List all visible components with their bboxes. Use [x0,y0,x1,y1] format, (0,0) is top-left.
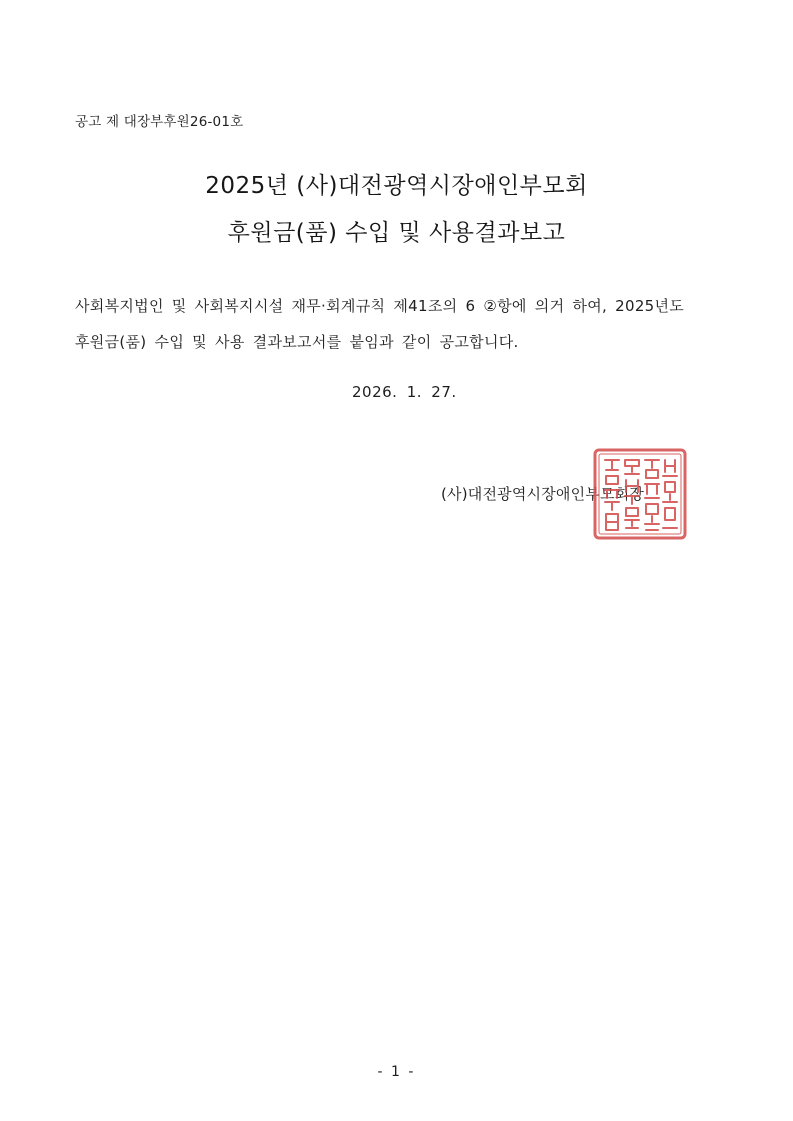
title-line-1: 2025년 (사)대전광역시장애인부모회 [205,173,588,199]
notice-date: 2026. 1. 27. [352,383,457,401]
signatory-name: (사)대전광역시장애인부모회장 [441,485,645,503]
page-number: - 1 - [377,1064,416,1080]
official-seal-icon [591,446,689,542]
body-line-2: 후원금(품) 수입 및 사용 결과보고서를 붙임과 같이 공고합니다. [75,333,519,351]
body-paragraph [75,288,743,360]
body-line-1: 사회복지법인 및 사회복지시설 재무·회계규칙 제41조의 6 ②항에 의거 하여, 2025년도 [75,297,685,315]
notice-number: 공고 제 대장부후원26-01호 [75,114,244,130]
title-line-2: 후원금(품) 수입 및 사용결과보고 [227,220,566,246]
